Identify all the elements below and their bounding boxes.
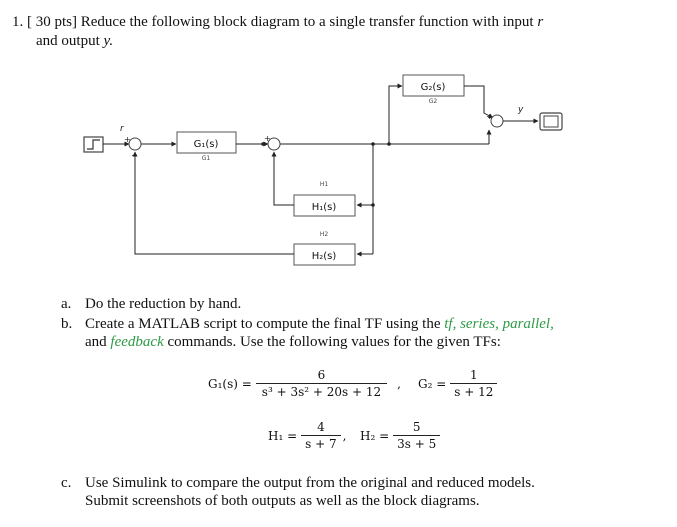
g2-label: G₂(s) (420, 82, 446, 93)
g1-sublabel: G1 (201, 155, 211, 162)
equation-g1 (208, 368, 401, 399)
equation-g2 (418, 368, 497, 399)
h2-sublabel: H2 (319, 231, 329, 238)
eq-h2-lhs: H₂ = (360, 428, 390, 443)
g2-sublabel: G2 (428, 98, 438, 105)
output-variable: y. (103, 33, 114, 49)
eq-g2-den: s + 12 (450, 383, 497, 399)
sum2-plus-sign: + (264, 134, 271, 143)
step-source (84, 137, 103, 152)
eq-h2-den: 3s + 5 (393, 435, 440, 451)
equation-h1 (268, 420, 346, 451)
equation-h2 (360, 420, 440, 451)
summing-junction-1 (129, 138, 141, 150)
item-b-text-and: and (85, 334, 107, 350)
eq-g1-num: 6 (317, 368, 326, 382)
cmd-tf: tf, (444, 316, 457, 332)
h1-sublabel: H1 (319, 181, 329, 188)
eq-g1-lhs: G₁(s) = (208, 376, 252, 391)
sum1-plus-sign: + (124, 135, 131, 144)
signal-r-label: r (120, 124, 124, 134)
item-c-line2: Submit screenshots of both outputs as well as the block diagrams. (85, 493, 480, 509)
eq-g1-den: s³ + 3s² + 20s + 12 (256, 383, 387, 399)
eq-g1-sep: , (397, 376, 401, 391)
h2-label: H₂(s) (311, 251, 337, 262)
eq-g2-lhs: G₂ = (418, 376, 447, 391)
scope-block[interactable] (540, 113, 562, 130)
g1-label: G₁(s) (193, 139, 219, 150)
problem-statement-line2: and output (36, 33, 100, 49)
summing-junction-3 (491, 115, 503, 127)
cmd-feedback: feedback (110, 334, 164, 350)
cmd-series: series, (460, 316, 499, 332)
item-b-text-post: commands. Use the following values for the given TFs: (167, 334, 501, 350)
sum1-minus-sign: − (131, 151, 138, 160)
problem-statement-line1: Reduce the following block diagram to a single transfer function with input (80, 14, 534, 30)
eq-h1-lhs: H₁ = (268, 428, 298, 443)
eq-h2-num: 5 (412, 420, 421, 434)
item-b-marker: b. (61, 316, 73, 332)
eq-h1-sep: , (342, 428, 347, 443)
cmd-parallel: parallel, (502, 316, 554, 332)
problem-points: [ 30 pts] (27, 14, 77, 30)
item-b-text-pre: Create a MATLAB script to compute the final TF using the (85, 316, 441, 332)
item-c-marker: c. (61, 475, 72, 491)
eq-h1-den: s + 7 (301, 435, 340, 451)
item-a-text: Do the reduction by hand. (85, 296, 242, 312)
problem-number: 1. (12, 14, 24, 30)
eq-h1-num: 4 (317, 420, 325, 434)
item-b-cont (85, 333, 501, 351)
item-a (61, 295, 241, 313)
item-a-marker: a. (61, 296, 72, 312)
input-variable: r (537, 14, 544, 30)
item-c-line1: Use Simulink to compare the output from the original and reduced models. (85, 475, 535, 491)
item-c-cont (85, 492, 480, 510)
eq-g2-num: 1 (470, 368, 478, 382)
h1-label: H₁(s) (311, 202, 337, 213)
signal-y-label: y (518, 105, 524, 115)
item-b (61, 315, 673, 333)
sum3-plus-sign: + (486, 112, 493, 121)
item-c (61, 474, 535, 492)
